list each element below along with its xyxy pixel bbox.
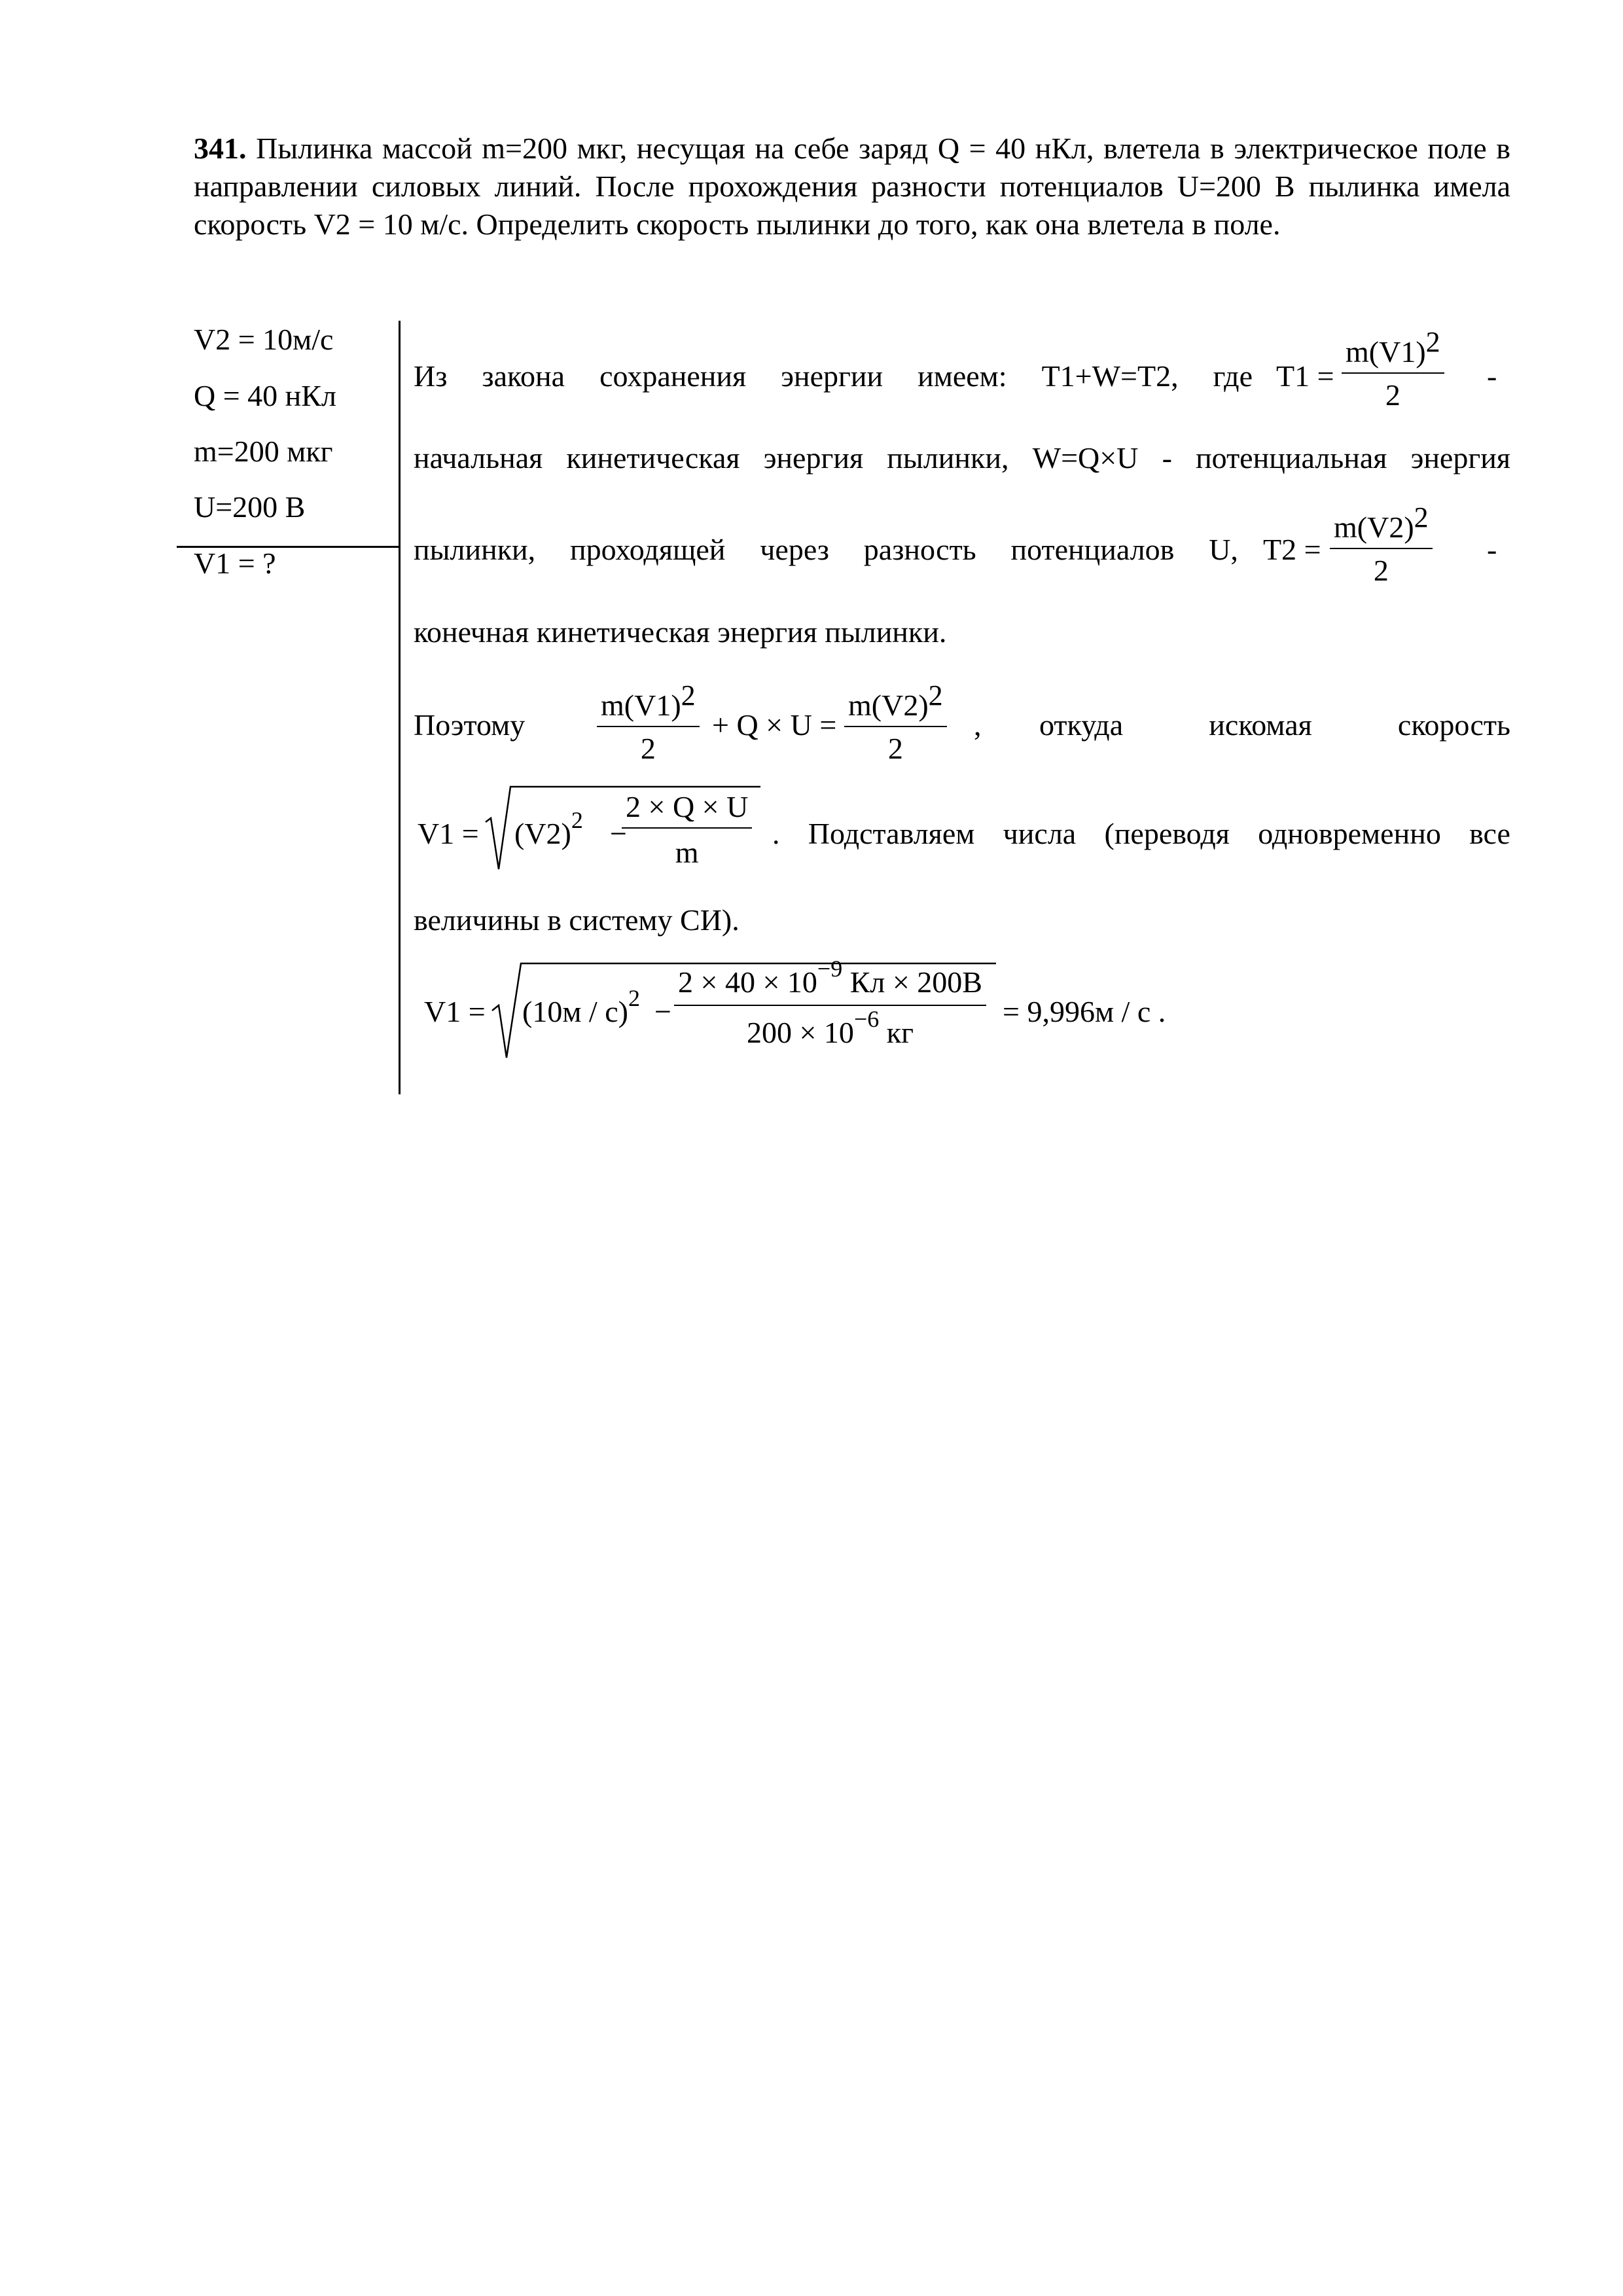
- given-item: Q = 40 нКл: [194, 379, 336, 412]
- word: разность: [863, 533, 976, 566]
- minus-sign: −: [610, 817, 627, 850]
- eq-left-denominator: 2: [640, 732, 656, 766]
- final-term-base: (10м / с): [522, 995, 628, 1028]
- given-item: V2 = 10м/с: [194, 323, 334, 356]
- final-numerator-tail: Кл × 200В: [849, 965, 982, 999]
- v1-term: [514, 807, 583, 854]
- word: скорость: [1397, 708, 1510, 742]
- solution-line-6: [772, 816, 1510, 852]
- eq-left-numerator: m(V1): [601, 689, 681, 723]
- word: пылинки,: [414, 533, 536, 566]
- t1-fraction: [1342, 325, 1444, 413]
- solution-line-3: [414, 531, 1238, 568]
- solution-line-7: величины в систему СИ).: [414, 903, 740, 937]
- v1-fraction-numerator: 2 × Q × U: [626, 790, 749, 823]
- word: U,: [1209, 533, 1238, 566]
- dash: -: [1487, 533, 1497, 566]
- eq-left-fraction: [597, 678, 700, 766]
- v1-label: V1 =: [418, 817, 479, 850]
- solution-line-2: начальная кинетическая энергия пылинки, W=Q×U - потенциальная энергия: [414, 441, 1510, 475]
- t1-exponent: 2: [1425, 326, 1440, 358]
- solution-line-5-start: Поэтому: [414, 708, 526, 742]
- word: проходящей: [570, 533, 726, 566]
- given-item: U=200 В: [194, 490, 306, 524]
- exponent: 2: [628, 985, 640, 1011]
- word: одновременно: [1258, 817, 1441, 850]
- word: искомая: [1209, 708, 1312, 742]
- t2-exponent: 2: [1414, 501, 1429, 533]
- t2-fraction: [1330, 500, 1433, 588]
- solution-line-5-end: [1039, 707, 1510, 744]
- final-numerator: [674, 956, 986, 1005]
- exponent: 2: [571, 807, 583, 833]
- eq-comma: ,: [974, 708, 982, 742]
- word: все: [1469, 817, 1510, 850]
- word: сохранения: [599, 359, 747, 393]
- t2-numerator: m(V2): [1334, 511, 1414, 545]
- word: Из: [414, 359, 448, 393]
- eq-right-denominator: 2: [887, 732, 903, 766]
- eq-right-fraction: [844, 678, 947, 766]
- problem-statement: [194, 130, 1510, 243]
- word: числа: [1003, 817, 1077, 850]
- find-item: V1 = ?: [194, 547, 276, 580]
- dash: -: [1487, 359, 1497, 393]
- word: (переводя: [1104, 817, 1230, 850]
- final-term: [522, 985, 640, 1032]
- word: закона: [482, 359, 565, 393]
- final-denominator-exponent: −6: [853, 1006, 880, 1032]
- given-item: m=200 мкг: [194, 435, 333, 468]
- final-fraction: [674, 956, 986, 1052]
- solution-line-1: [414, 358, 1253, 395]
- t1-label: T1 =: [1276, 359, 1334, 393]
- final-numerator-exponent: −9: [817, 956, 843, 982]
- problem-number: 341.: [194, 132, 247, 165]
- eq-right-numerator: m(V2): [848, 689, 929, 723]
- t1-numerator: m(V1): [1346, 335, 1426, 369]
- t2-label: T2 =: [1263, 533, 1321, 566]
- final-denominator-tail: кг: [886, 1016, 914, 1049]
- v1-fraction-denominator: m: [622, 827, 752, 870]
- minus-sign: −: [654, 995, 671, 1028]
- final-denominator-base: 200 × 10: [746, 1016, 854, 1049]
- vertical-divider: [399, 321, 401, 1094]
- v1-term-base: (V2): [514, 817, 571, 850]
- word: .: [772, 817, 780, 850]
- word: потенциалов: [1010, 533, 1175, 566]
- final-numerator-base: 2 × 40 × 10: [678, 965, 817, 999]
- solution-line-4: конечная кинетическая энергия пылинки.: [414, 615, 947, 649]
- word: откуда: [1039, 708, 1124, 742]
- final-result: = 9,996м / с .: [1003, 995, 1166, 1028]
- word: имеем:: [918, 359, 1007, 393]
- problem-text: Пылинка массой m=200 мкг, несущая на себе заряд Q = 40 нКл, влетела в электрическое поле в направлении силовых линий. После прохождения разности потенциалов U=200 В пылинка имела скорость V2 = 10 м/с. Определить скорость пылинки до того, как она влетела в поле.: [194, 132, 1511, 241]
- exponent: 2: [928, 679, 943, 711]
- word: энергии: [781, 359, 883, 393]
- t1-denominator: 2: [1385, 378, 1400, 412]
- word: T1+W=T2,: [1041, 359, 1179, 393]
- t2-denominator: 2: [1373, 554, 1389, 588]
- final-denominator: [674, 1005, 986, 1052]
- word: через: [760, 533, 829, 566]
- word: Подставляем: [808, 817, 975, 850]
- exponent: 2: [681, 679, 696, 711]
- eq-middle: + Q × U =: [712, 708, 837, 742]
- word: где: [1213, 359, 1253, 393]
- final-label: V1 =: [424, 995, 486, 1028]
- v1-fraction: [622, 789, 752, 870]
